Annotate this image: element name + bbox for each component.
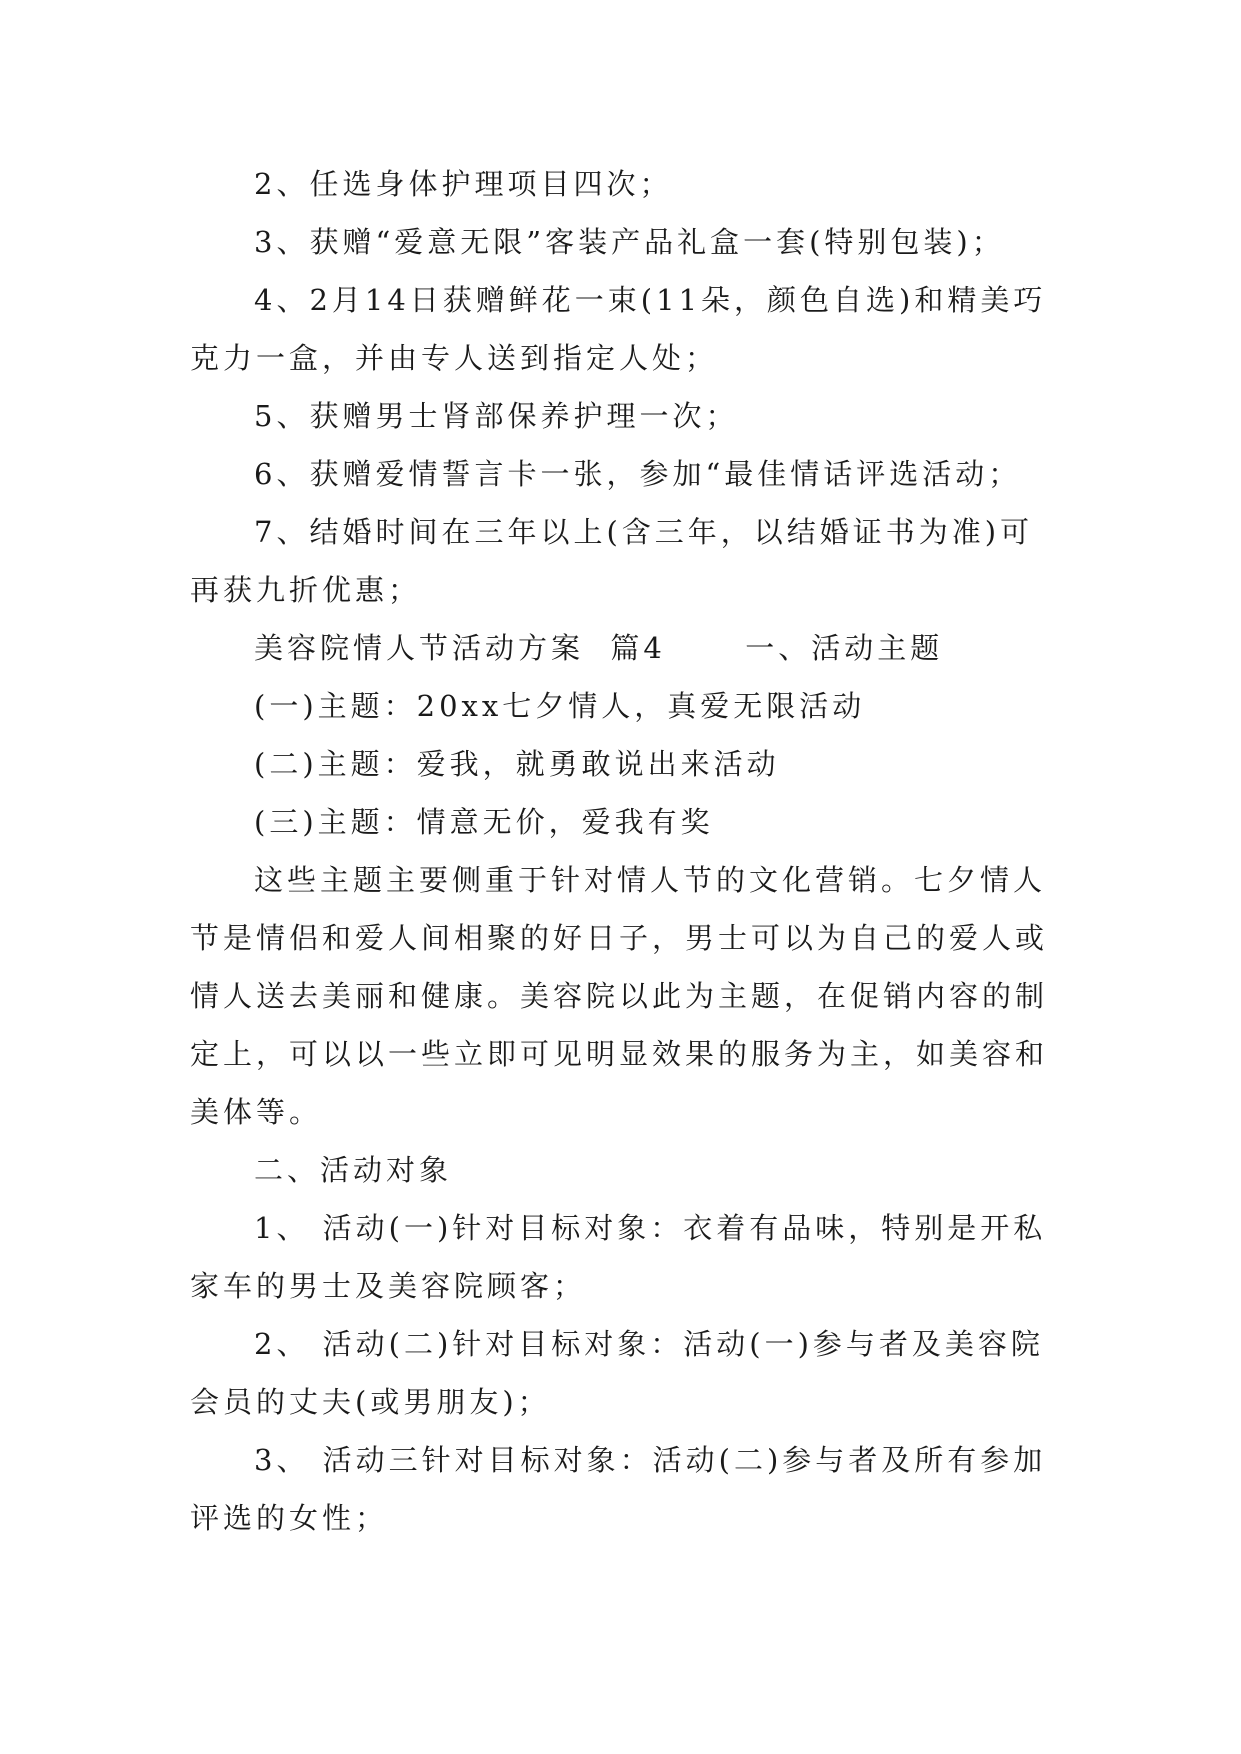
document-body (190, 155, 1062, 1547)
target-item-3: 3、 活动三针对目标对象：活动(二)参与者及所有参加评选的女性； (190, 1443, 1047, 1535)
paragraph-item-2: 2、任选身体护理项目四次； (254, 167, 673, 201)
target-item-1: 1、 活动(一)针对目标对象：衣着有品味，特别是开私家车的男士及美容院顾客； (190, 1211, 1047, 1303)
theme-item-1: (一)主题：20xx七夕情人，真爱无限活动 (254, 689, 866, 723)
paragraph-item-4: 4、2月14日获赠鲜花一束(11朵，颜色自选)和精美巧克力一盒，并由专人送到指定人处； (190, 283, 1047, 375)
theme-item-2: (二)主题：爱我，就勇敢说出来活动 (254, 747, 780, 781)
paragraph-item-7: 7、结婚时间在三年以上(含三年，以结婚证书为准)可再获九折优惠； (190, 515, 1034, 607)
target-item-2: 2、 活动(二)针对目标对象：活动(一)参与者及美容院会员的丈夫(或男朋友)； (190, 1327, 1044, 1419)
paragraph-item-6: 6、获赠爱情誓言卡一张，参加“最佳情话评选活动； (254, 457, 1022, 491)
section-heading-plan-4: 美容院情人节活动方案 篇4 一、活动主题 (254, 631, 944, 665)
section-heading-targets: 二、活动对象 (254, 1153, 453, 1187)
paragraph-item-3: 3、获赠“爱意无限”客装产品礼盒一套(特别包装)； (254, 225, 1005, 259)
paragraph-item-5: 5、获赠男士肾部保养护理一次； (254, 399, 739, 433)
theme-description: 这些主题主要侧重于针对情人节的文化营销。七夕情人节是情侣和爱人间相聚的好日子，男士可以为自己的爱人或情人送去美丽和健康。美容院以此为主题，在促销内容的制定上，可以以一些立即可见明显效果的服务为主，如美容和美体等。 (190, 863, 1049, 1129)
theme-item-3: (三)主题：情意无价，爱我有奖 (254, 805, 714, 839)
